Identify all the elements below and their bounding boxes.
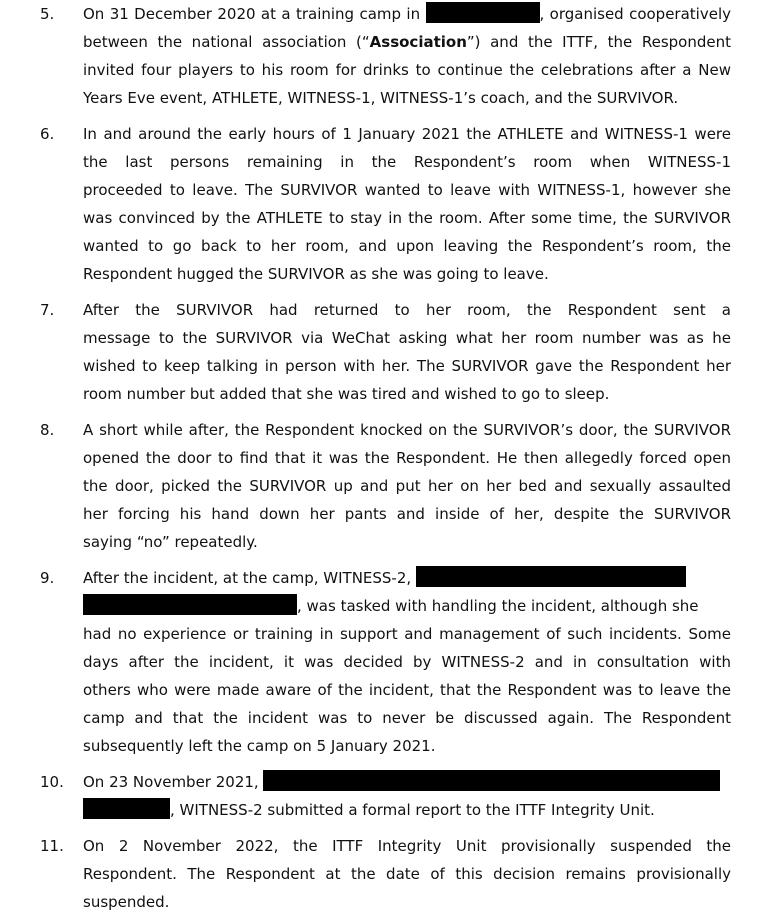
paragraph-line: had no experience or training in support and management of such incidents. Some	[83, 625, 731, 643]
paragraph-line: After the incident, at the camp, WITNESS-2,	[83, 564, 731, 592]
paragraph-line: opened the door to find that it was the Respondent. He then allegedly forced open	[83, 449, 731, 467]
paragraph-line: the door, picked the SURVIVOR up and put her on her bed and sexually assaulted	[83, 477, 731, 495]
defined-term: Association	[369, 33, 467, 51]
paragraph-line: was convinced by the ATHLETE to stay in the room. After some time, the SURVIVOR	[83, 209, 731, 227]
paragraph-line: On 31 December 2020 at a training camp in , organised cooperatively	[83, 0, 731, 28]
paragraph-line: On 23 November 2021,	[83, 768, 731, 796]
paragraph-line: In and around the early hours of 1 January 2021 the ATHLETE and WITNESS-1 were	[83, 125, 731, 143]
redaction-box	[416, 566, 686, 587]
redaction-box	[426, 2, 540, 23]
paragraph-line: After the SURVIVOR had returned to her room, the Respondent sent a	[83, 301, 731, 319]
paragraph-line: , was tasked with handling the incident, although she	[83, 592, 731, 620]
paragraph-line: between the national association (“Association”) and the ITTF, the Respondent	[83, 33, 731, 51]
paragraph-number: 10.	[40, 773, 64, 791]
paragraph-number: 9.	[40, 569, 55, 587]
paragraph-number: 6.	[40, 125, 55, 143]
paragraph-line: camp and that the incident was to never be discussed again. The Respondent	[83, 709, 731, 727]
paragraph-line: room number but added that she was tired and wished to go to sleep.	[83, 385, 610, 403]
redaction-box	[263, 770, 720, 791]
paragraph-line: message to the SURVIVOR via WeChat asking what her room number was as he	[83, 329, 731, 347]
paragraph-line: A short while after, the Respondent knocked on the SURVIVOR’s door, the SURVIVOR	[83, 421, 731, 439]
paragraph-line: invited four players to his room for drinks to continue the celebrations after a New	[83, 61, 731, 79]
paragraph-line: others who were made aware of the incident, that the Respondent was to leave the	[83, 681, 731, 699]
paragraph-line: On 2 November 2022, the ITTF Integrity Unit provisionally suspended the	[83, 837, 731, 855]
paragraph-line: , WITNESS-2 submitted a formal report to the ITTF Integrity Unit.	[83, 796, 731, 824]
paragraph-number: 8.	[40, 421, 55, 439]
paragraph-line: wished to keep talking in person with her. The SURVIVOR gave the Respondent her	[83, 357, 731, 375]
paragraph-line: suspended.	[83, 893, 170, 911]
paragraph-line: the last persons remaining in the Respondent’s room when WITNESS-1	[83, 153, 731, 171]
paragraph-line: Respondent. The Respondent at the date of this decision remains provisionally	[83, 865, 731, 883]
paragraph-line: proceeded to leave. The SURVIVOR wanted to leave with WITNESS-1, however she	[83, 181, 731, 199]
paragraph-line: subsequently left the camp on 5 January 2021.	[83, 737, 436, 755]
paragraph-number: 7.	[40, 301, 55, 319]
paragraph-line: Years Eve event, ATHLETE, WITNESS-1, WITNESS-1’s coach, and the SURVIVOR.	[83, 89, 679, 107]
paragraph-line: wanted to go back to her room, and upon leaving the Respondent’s room, the	[83, 237, 731, 255]
paragraph-line: her forcing his hand down her pants and inside of her, despite the SURVIVOR	[83, 505, 731, 523]
paragraph-line: days after the incident, it was decided by WITNESS-2 and in consultation with	[83, 653, 731, 671]
paragraph-number: 11.	[40, 837, 64, 855]
paragraph-line: saying “no” repeatedly.	[83, 533, 258, 551]
redaction-box	[83, 594, 297, 615]
paragraph-number: 5.	[40, 5, 55, 23]
paragraph-line: Respondent hugged the SURVIVOR as she was going to leave.	[83, 265, 549, 283]
redaction-box	[83, 798, 170, 819]
